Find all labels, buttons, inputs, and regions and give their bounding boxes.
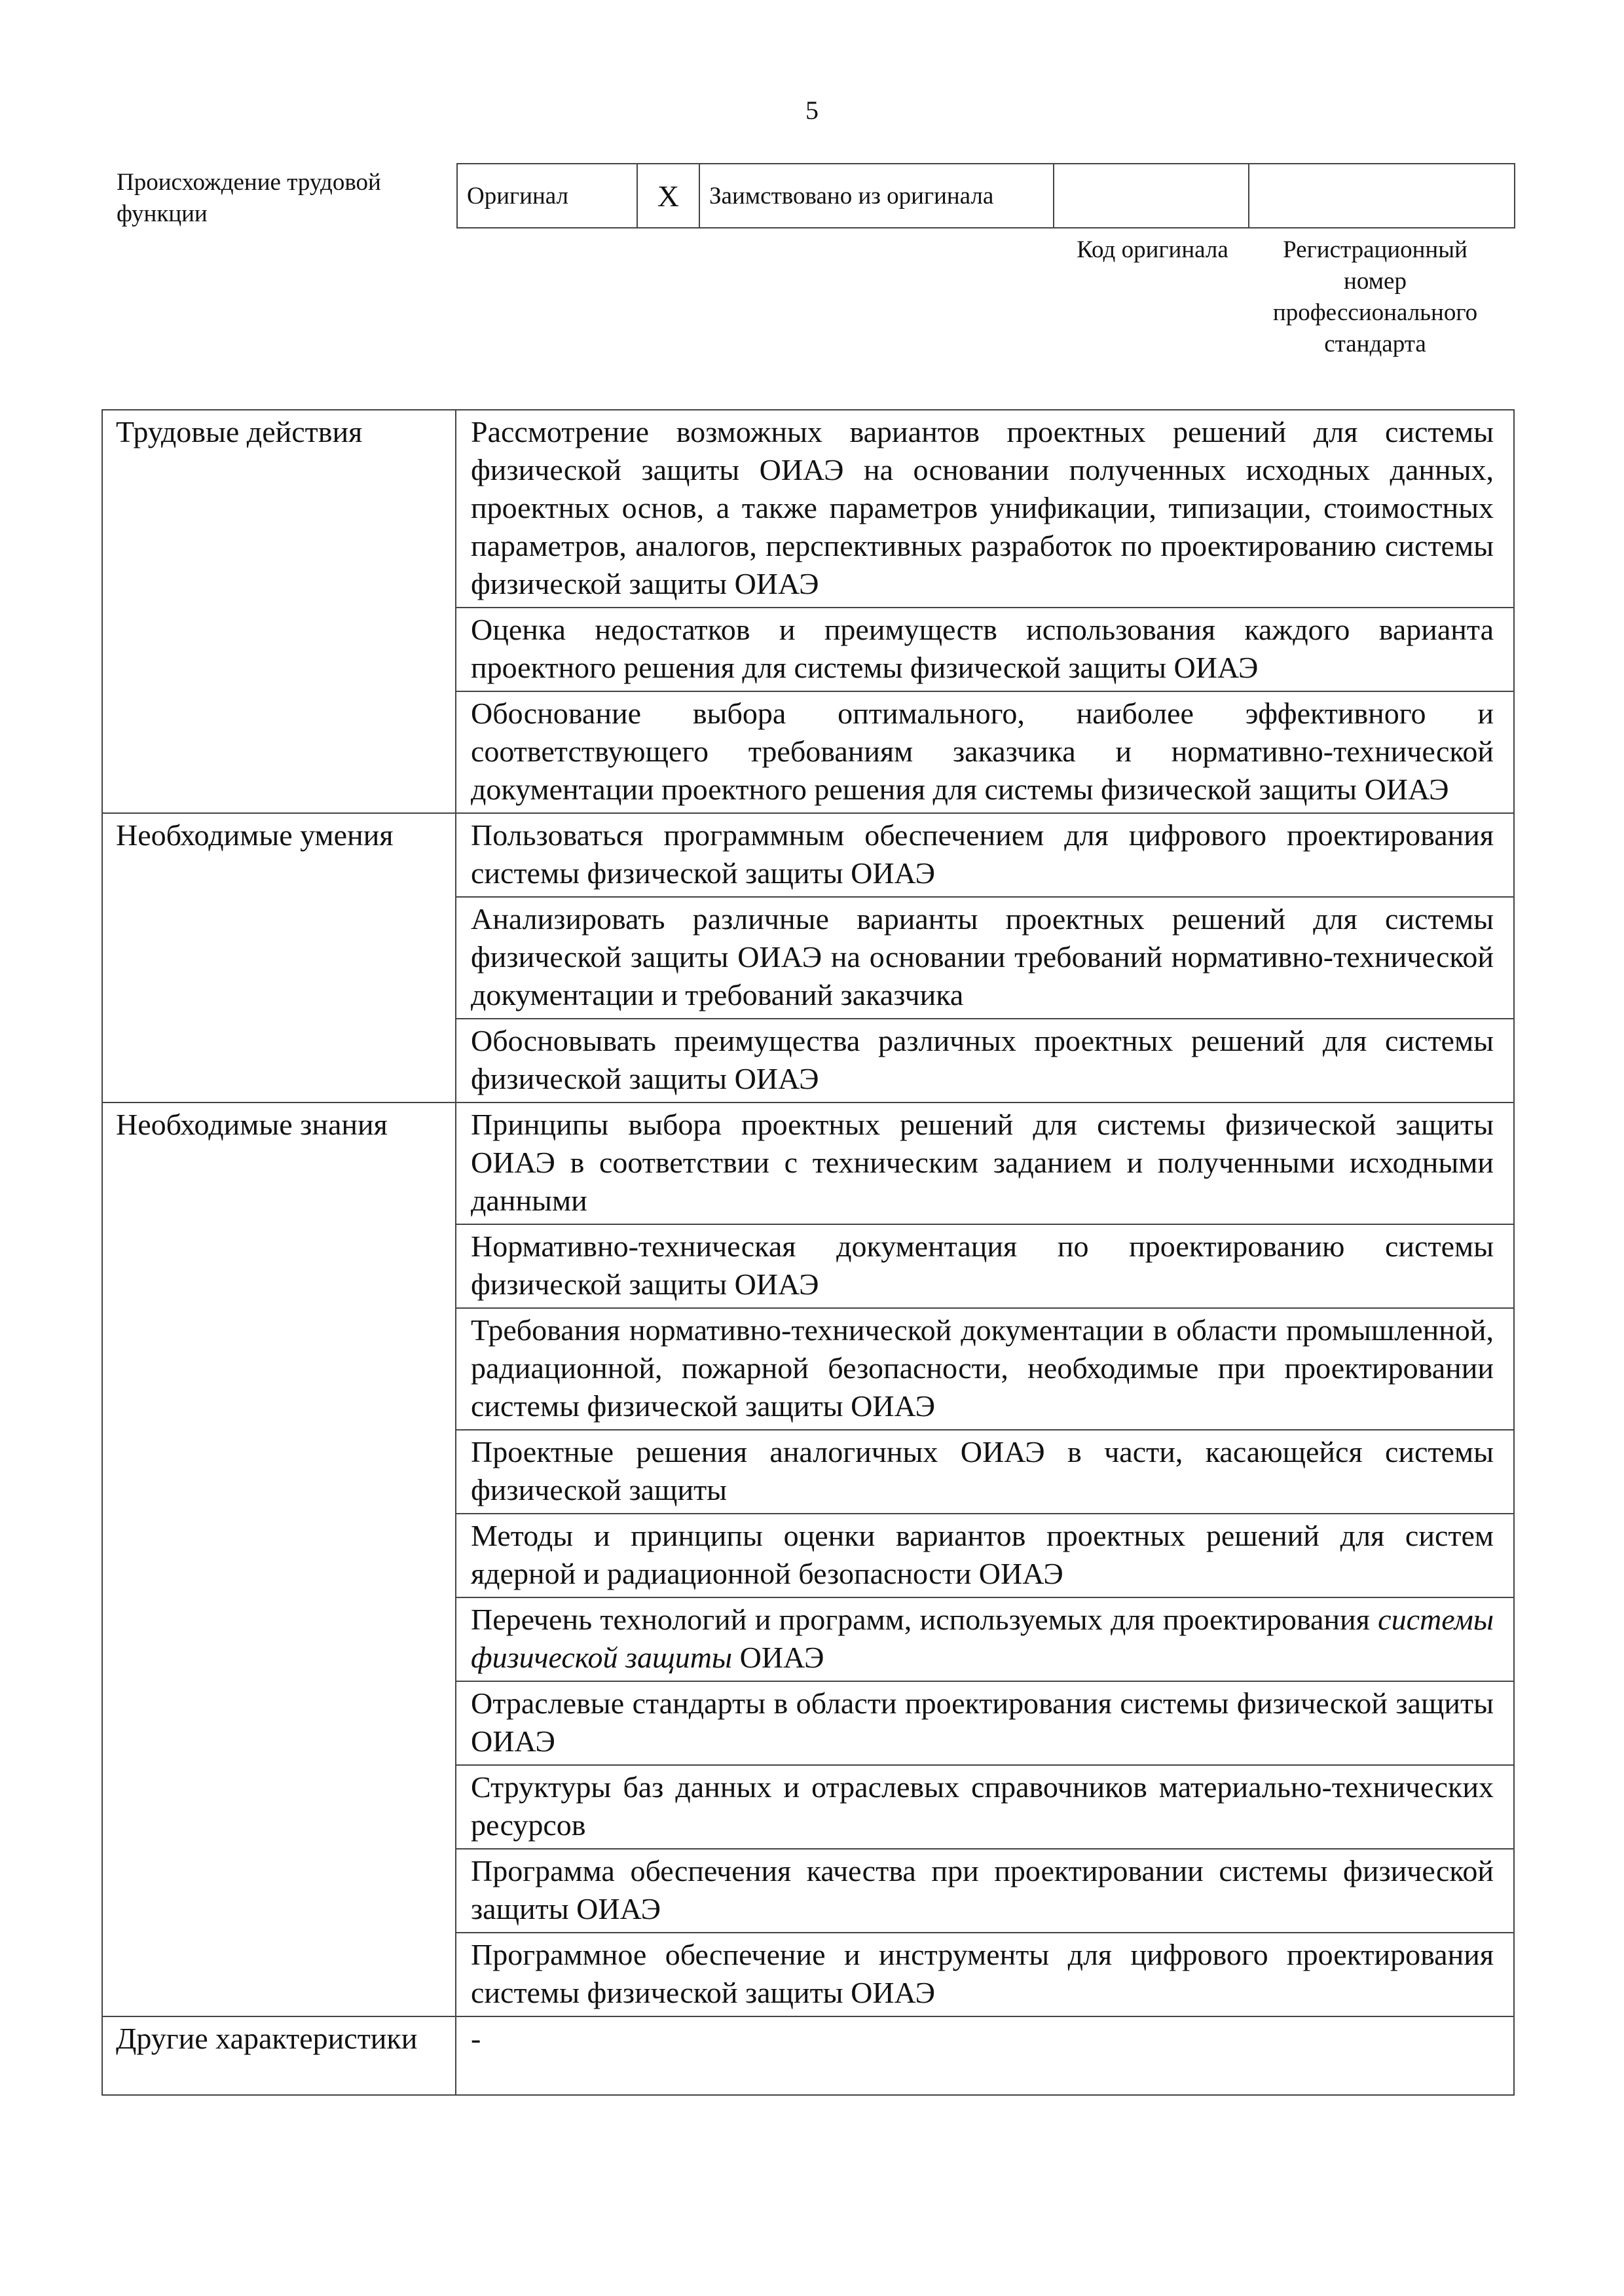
labor-function-table xyxy=(101,409,1515,2096)
origin-label: Происхождение трудовой функции xyxy=(117,169,381,227)
reg-value-cell xyxy=(1249,164,1515,228)
list-item: Проектные решения аналогичных ОИАЭ в части, касающейся системы физической защиты xyxy=(456,1430,1514,1514)
origin-table xyxy=(456,163,1515,228)
table-row xyxy=(102,1102,1514,1224)
list-item: Программа обеспечения качества при проектировании системы физической защиты ОИАЭ xyxy=(456,1849,1514,1933)
category-labor-actions: Трудовые действия xyxy=(102,410,456,813)
list-item: Пользоваться программным обеспечением для цифрового проектирования системы физической защиты ОИАЭ xyxy=(456,813,1514,897)
list-item: Обосновывать преимущества различных проектных решений для системы физической защиты ОИАЭ xyxy=(456,1019,1514,1102)
list-item-text: Перечень технологий и программ, используемых для проектирования xyxy=(471,1603,1370,1636)
table-row xyxy=(102,813,1514,897)
list-item: Программное обеспечение и инструменты для цифрового проектирования системы физической защиты ОИАЭ xyxy=(456,1933,1514,2016)
table-row xyxy=(102,410,1514,608)
code-value-cell xyxy=(1054,164,1249,228)
list-item: Обоснование выбора оптимального, наиболее эффективного и соответствующего требованиям заказчика и нормативно-технической документации проектного решения для системы физической защиты ОИАЭ xyxy=(456,691,1514,813)
list-item-tail: ОИАЭ xyxy=(732,1641,824,1674)
original-cell: Оригинал xyxy=(457,164,637,228)
code-caption: Код оригинала xyxy=(1077,236,1228,263)
category-required-skills: Необходимые умения xyxy=(102,813,456,1102)
borrowed-cell: Заимствовано из оригинала xyxy=(699,164,1054,228)
list-item: Анализировать различные варианты проектных решений для системы физической защиты ОИАЭ на основании требований нормативно-технической документации и требований заказчика xyxy=(456,897,1514,1019)
category-other-characteristics: Другие характеристики xyxy=(102,2016,456,2095)
table-row xyxy=(102,2016,1514,2095)
reg-caption: Регистрационный номер профессионального стандарта xyxy=(1272,236,1478,357)
list-item: - xyxy=(456,2016,1514,2095)
list-item: Принципы выбора проектных решений для системы физической защиты ОИАЭ в соответствии с техническим заданием и полученными исходными данными xyxy=(456,1102,1514,1224)
list-item: Отраслевые стандарты в области проектирования системы физической защиты ОИАЭ xyxy=(456,1681,1514,1765)
list-item: Требования нормативно-технической документации в области промышленной, радиационной, пожарной безопасности, необходимые при проектировании системы физической защиты ОИАЭ xyxy=(456,1308,1514,1430)
category-required-knowledge: Необходимые знания xyxy=(102,1102,456,2016)
list-item-italic-text: системы физической защиты xyxy=(471,1603,1494,1674)
list-item xyxy=(456,1597,1514,1681)
list-item: Методы и принципы оценки вариантов проектных решений для систем ядерной и радиационной безопасности ОИАЭ xyxy=(456,1514,1514,1597)
original-mark: X xyxy=(637,164,699,228)
list-item: Рассмотрение возможных вариантов проектных решений для системы физической защиты ОИАЭ на основании полученных исходных данных, проектных основ, а также параметров унификации, типизации, стоимостных параметров, аналогов, перспективных разработок по проектированию системы физической защиты ОИАЭ xyxy=(456,410,1514,608)
list-item: Оценка недостатков и преимуществ использования каждого варианта проектного решения для системы физической защиты ОИАЭ xyxy=(456,608,1514,691)
page-number: 5 xyxy=(805,96,819,125)
list-item: Структуры баз данных и отраслевых справочников материально-технических ресурсов xyxy=(456,1765,1514,1849)
list-item: Нормативно-техническая документация по проектированию системы физической защиты ОИАЭ xyxy=(456,1224,1514,1308)
